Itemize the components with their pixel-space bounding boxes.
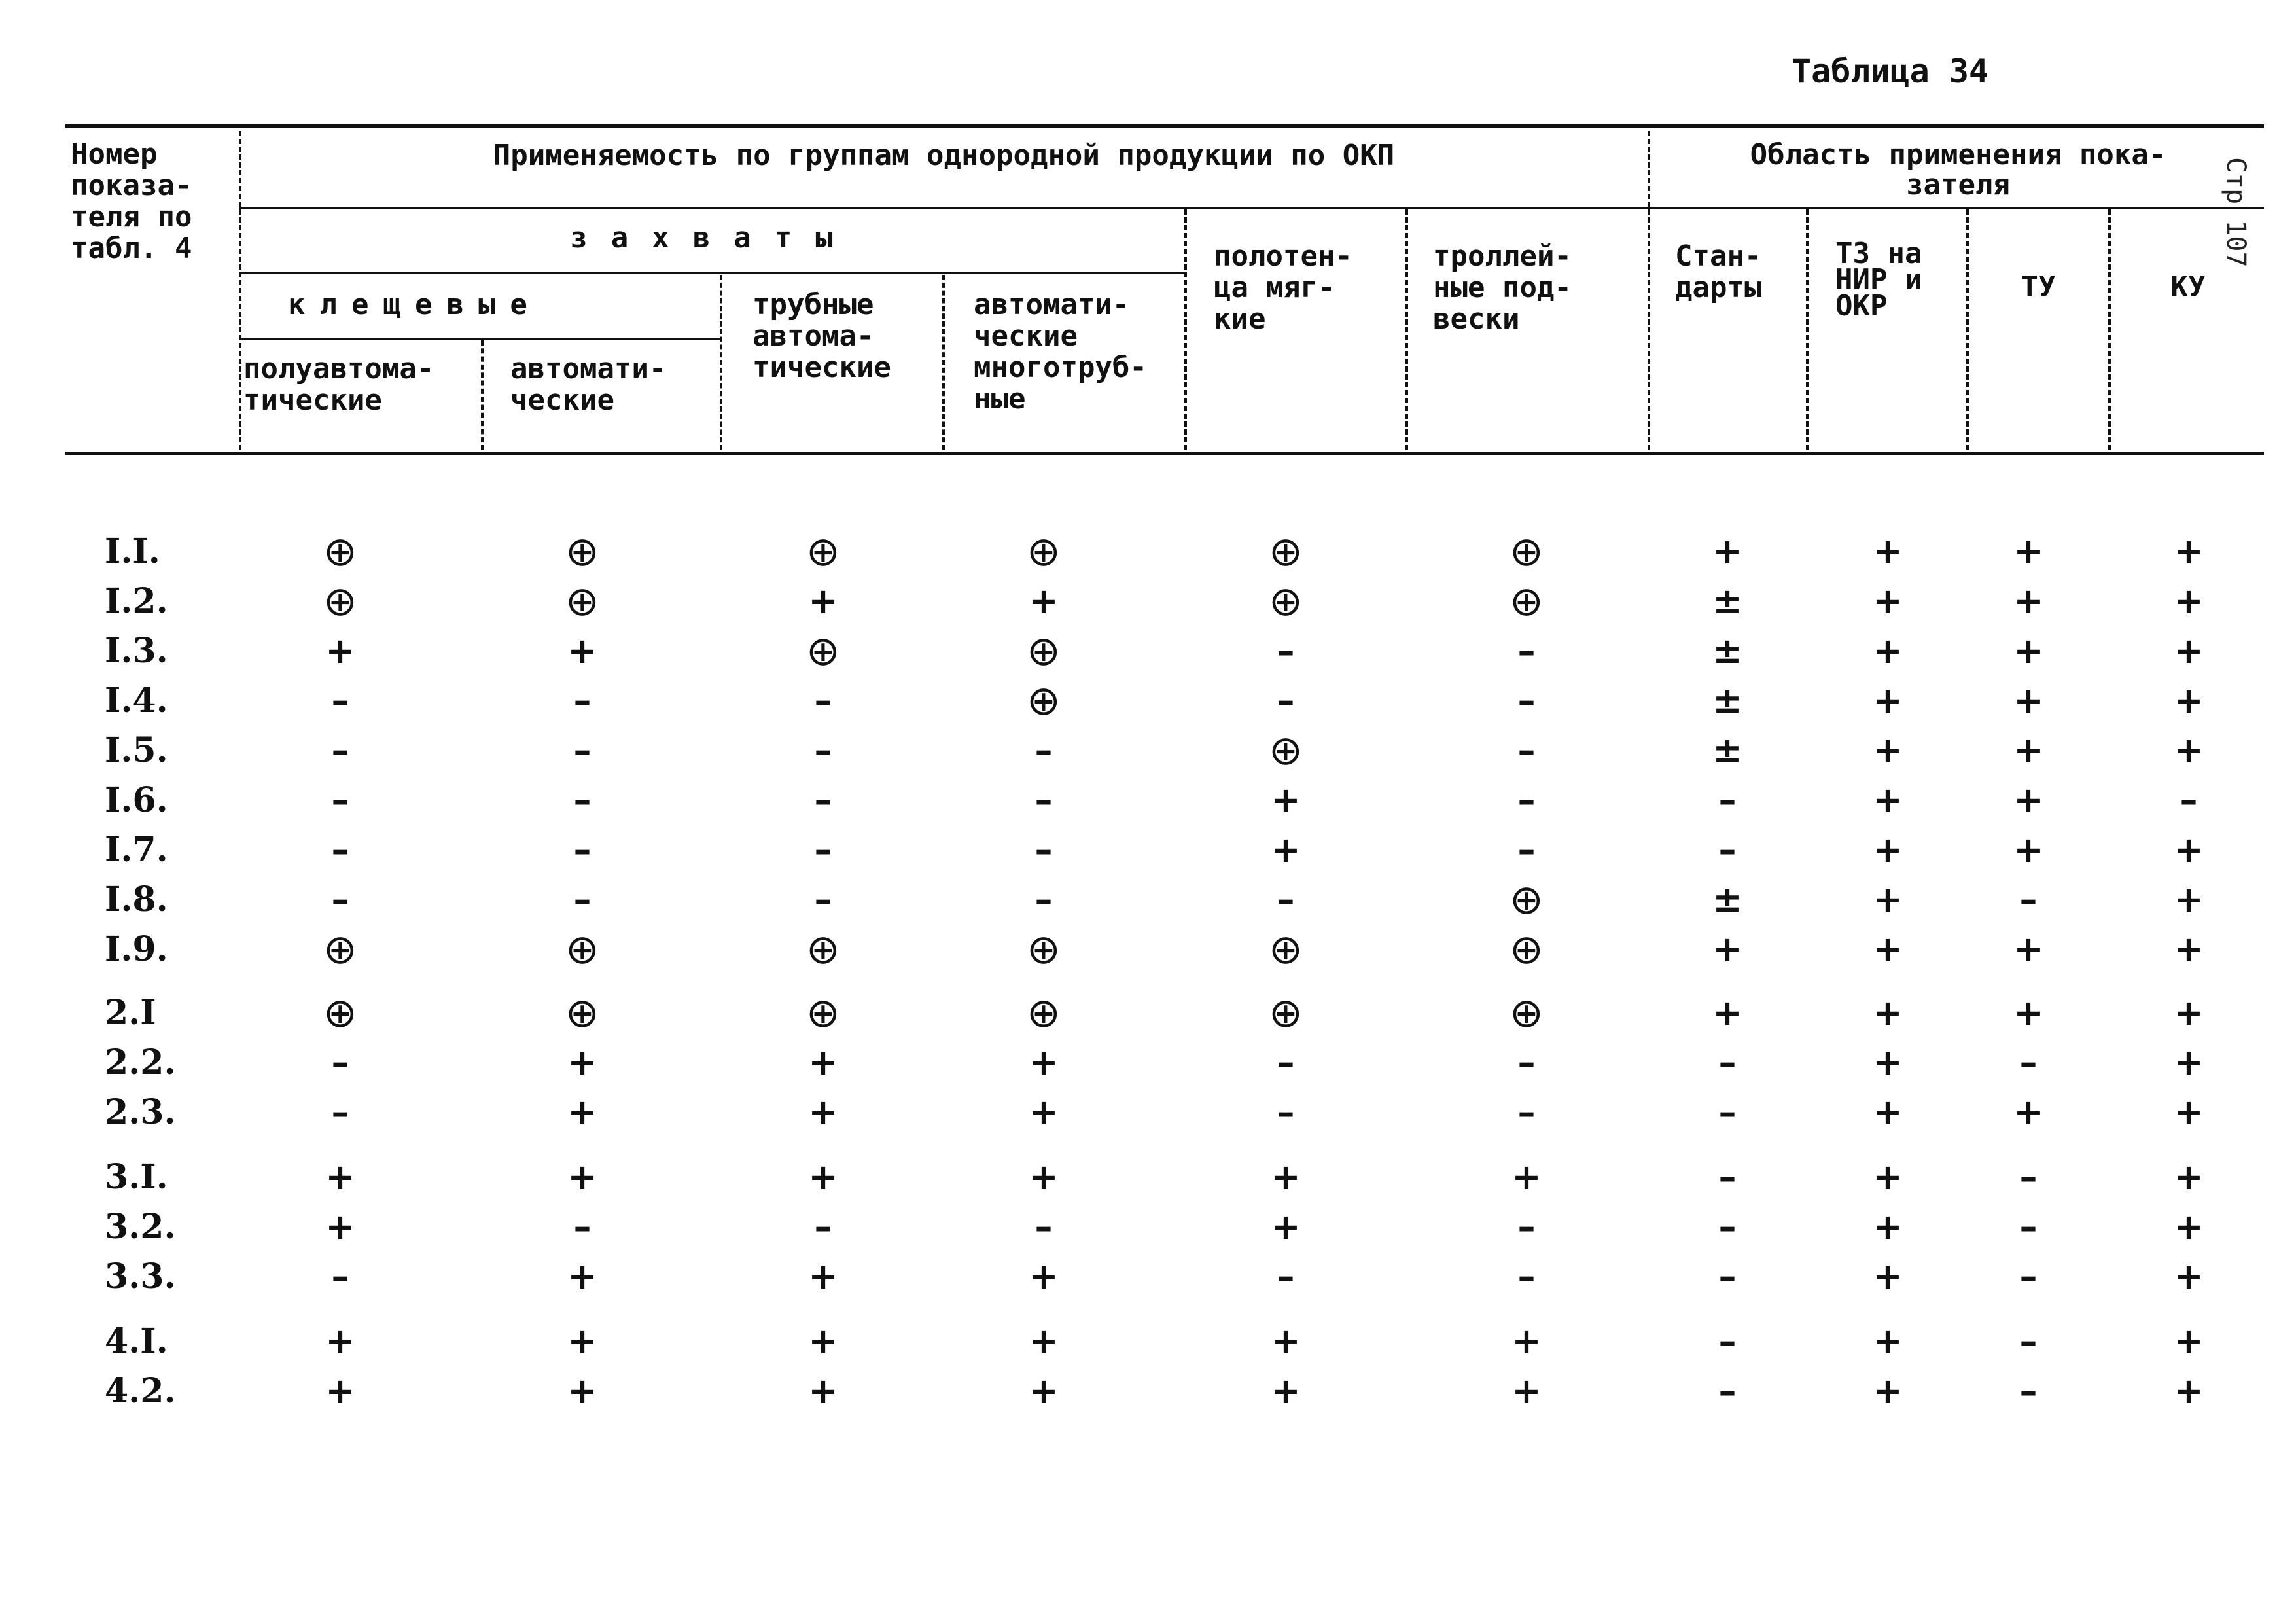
table-cell: – bbox=[1718, 1156, 1737, 1198]
table-cell: + bbox=[567, 1156, 597, 1198]
table-cell: – bbox=[1277, 879, 1295, 920]
separator-v-8 bbox=[1806, 209, 1809, 450]
table-cell: + bbox=[2174, 929, 2204, 970]
table-cell: + bbox=[1873, 1370, 1903, 1412]
header-tz-nir-okr: ТЗ на НИР и ОКР bbox=[1835, 237, 1922, 323]
table-cell: ± bbox=[1712, 879, 1742, 920]
table-cell: + bbox=[2013, 730, 2043, 771]
table-cell: – bbox=[1277, 630, 1295, 671]
table-cell: – bbox=[814, 730, 832, 771]
table-cell: – bbox=[331, 680, 349, 721]
table-cell: – bbox=[1718, 1321, 1737, 1362]
header-tu: ТУ bbox=[2021, 270, 2056, 304]
separator-v-2 bbox=[481, 340, 484, 450]
table-cell: – bbox=[814, 1206, 832, 1247]
table-cell: + bbox=[2013, 531, 2043, 572]
table-cell: + bbox=[567, 1256, 597, 1297]
table-cell: + bbox=[1271, 829, 1301, 870]
table-cell: – bbox=[1718, 779, 1737, 821]
table-cell: + bbox=[1873, 580, 1903, 622]
table-cell: – bbox=[331, 1042, 349, 1083]
table-cell: + bbox=[1873, 992, 1903, 1033]
separator-v-6 bbox=[1405, 209, 1408, 450]
table-cell: + bbox=[1271, 779, 1301, 821]
table-cell: – bbox=[331, 730, 349, 771]
table-cell: + bbox=[808, 1370, 838, 1412]
table-cell: ± bbox=[1712, 730, 1742, 771]
table-cell: + bbox=[2013, 992, 2043, 1033]
separator-v-10 bbox=[2108, 209, 2111, 450]
table-cell: + bbox=[2174, 992, 2204, 1033]
table-cell: + bbox=[567, 1092, 597, 1133]
row-label: 3.I. bbox=[105, 1157, 168, 1197]
table-cell: – bbox=[1517, 779, 1536, 821]
table-cell: – bbox=[1034, 829, 1053, 870]
table-cell: – bbox=[1718, 1370, 1737, 1412]
row-label: 2.3. bbox=[105, 1092, 176, 1132]
row-label: 2.I bbox=[105, 993, 156, 1033]
row-label: 4.2. bbox=[105, 1371, 176, 1411]
table-cell: – bbox=[331, 829, 349, 870]
row-label: 4.I. bbox=[105, 1321, 168, 1361]
table-cell: – bbox=[1718, 1092, 1737, 1133]
table-cell: + bbox=[1271, 1321, 1301, 1362]
table-cell: + bbox=[325, 1206, 355, 1247]
row-label: I.3. bbox=[105, 631, 168, 671]
table-cell: + bbox=[1873, 1042, 1903, 1083]
table-cell: – bbox=[331, 1092, 349, 1133]
table-cell: ⊕ bbox=[1510, 989, 1544, 1037]
table-cell: – bbox=[1718, 1256, 1737, 1297]
table-cell: + bbox=[1029, 1156, 1059, 1198]
table-cell: + bbox=[2174, 1042, 2204, 1083]
table-cell: ± bbox=[1712, 680, 1742, 721]
table-label: Таблица 34 bbox=[1792, 52, 1989, 90]
page-number: Стр 107 bbox=[2221, 157, 2251, 268]
table-cell: ⊕ bbox=[1269, 925, 1303, 973]
table-cell: ⊕ bbox=[1510, 876, 1544, 923]
table-cell: + bbox=[1873, 929, 1903, 970]
row-label: 3.2. bbox=[105, 1207, 176, 1247]
table-cell: + bbox=[808, 1092, 838, 1133]
table-cell: + bbox=[567, 630, 597, 671]
table-cell: + bbox=[1873, 879, 1903, 920]
table-cell: ⊕ bbox=[1510, 925, 1544, 973]
table-cell: + bbox=[1873, 1156, 1903, 1198]
table-cell: – bbox=[1517, 1092, 1536, 1133]
table-cell: ⊕ bbox=[1510, 527, 1544, 575]
table-cell: + bbox=[1271, 1206, 1301, 1247]
table-cell: + bbox=[1271, 1370, 1301, 1412]
table-cell: + bbox=[1873, 680, 1903, 721]
header-automatic-multipipe: автомати- ческие многотруб- ные bbox=[974, 288, 1147, 416]
table-cell: – bbox=[1718, 1042, 1737, 1083]
header-indicator-number: Номер показа- теля по табл. 4 bbox=[71, 137, 192, 265]
table-cell: + bbox=[2013, 1092, 2043, 1133]
table-cell: + bbox=[808, 580, 838, 622]
table-cell: – bbox=[1277, 1042, 1295, 1083]
table-cell: + bbox=[2174, 1092, 2204, 1133]
table-cell: + bbox=[1873, 1321, 1903, 1362]
table-cell: – bbox=[331, 1256, 349, 1297]
table-cell: – bbox=[2019, 879, 2038, 920]
table-cell: + bbox=[2174, 1370, 2204, 1412]
table-cell: + bbox=[1712, 992, 1742, 1033]
row-label: I.9. bbox=[105, 929, 168, 969]
table-cell: + bbox=[808, 1256, 838, 1297]
table-cell: – bbox=[1277, 1256, 1295, 1297]
table-cell: – bbox=[1034, 779, 1053, 821]
table-cell: ⊕ bbox=[806, 989, 840, 1037]
table-cell: ⊕ bbox=[565, 989, 599, 1037]
header-standards: Стан- дарты bbox=[1675, 240, 1762, 304]
table-cell: + bbox=[2013, 580, 2043, 622]
table-cell: + bbox=[2013, 829, 2043, 870]
table-cell: ⊕ bbox=[1269, 577, 1303, 625]
table-cell: + bbox=[2174, 730, 2204, 771]
table-cell: + bbox=[1873, 779, 1903, 821]
table-cell: ⊕ bbox=[806, 925, 840, 973]
table-cell: + bbox=[808, 1156, 838, 1198]
table-cell: – bbox=[1034, 879, 1053, 920]
table-cell: – bbox=[1517, 1256, 1536, 1297]
table-cell: + bbox=[1511, 1156, 1542, 1198]
row-label: 2.2. bbox=[105, 1043, 176, 1082]
table-cell: ⊕ bbox=[1027, 925, 1061, 973]
table-cell: + bbox=[2013, 680, 2043, 721]
separator-v-7 bbox=[1648, 131, 1650, 450]
table-cell: – bbox=[1517, 630, 1536, 671]
row-label: I.8. bbox=[105, 880, 168, 919]
table-cell: + bbox=[1029, 580, 1059, 622]
table-cell: – bbox=[814, 829, 832, 870]
header-rule-1 bbox=[239, 207, 2264, 209]
table-cell: – bbox=[1517, 1206, 1536, 1247]
table-cell: + bbox=[808, 1321, 838, 1362]
table-cell: – bbox=[1517, 680, 1536, 721]
table-cell: ⊕ bbox=[1269, 989, 1303, 1037]
table-cell: ⊕ bbox=[806, 627, 840, 675]
table-cell: + bbox=[1712, 929, 1742, 970]
table-cell: + bbox=[2174, 680, 2204, 721]
header-bottom-rule bbox=[65, 452, 2264, 455]
table-cell: + bbox=[325, 1321, 355, 1362]
table-cell: + bbox=[567, 1370, 597, 1412]
table-cell: + bbox=[2174, 879, 2204, 920]
header-trolley-suspensions: троллей- ные под- вески bbox=[1433, 240, 1572, 336]
table-cell: + bbox=[1511, 1370, 1542, 1412]
table-cell: ⊕ bbox=[1269, 527, 1303, 575]
table-cell: – bbox=[2019, 1256, 2038, 1297]
header-group-applicability: Применяемость по группам однородной продукции по ОКП bbox=[493, 139, 1395, 172]
table-cell: ⊕ bbox=[1269, 726, 1303, 774]
table-cell: – bbox=[1034, 1206, 1053, 1247]
table-cell: ⊕ bbox=[565, 577, 599, 625]
separator-v-4 bbox=[942, 275, 945, 450]
table-cell: ⊕ bbox=[1027, 627, 1061, 675]
table-cell: – bbox=[2019, 1370, 2038, 1412]
header-ku: КУ bbox=[2170, 270, 2206, 304]
table-cell: ⊕ bbox=[1027, 677, 1061, 724]
table-cell: – bbox=[814, 680, 832, 721]
table-cell: + bbox=[1271, 1156, 1301, 1198]
table-cell: ⊕ bbox=[1027, 989, 1061, 1037]
header-pipe-automatic: трубные автома- тические bbox=[752, 288, 891, 384]
table-cell: + bbox=[1873, 1206, 1903, 1247]
table-cell: – bbox=[2019, 1156, 2038, 1198]
separator-v-1 bbox=[239, 131, 241, 450]
table-cell: – bbox=[2019, 1206, 2038, 1247]
table-cell: – bbox=[2019, 1321, 2038, 1362]
table-cell: + bbox=[2174, 531, 2204, 572]
table-cell: – bbox=[573, 779, 592, 821]
table-cell: + bbox=[1029, 1370, 1059, 1412]
header-automatic: автомати- ческие bbox=[510, 352, 667, 417]
table-cell: + bbox=[1873, 829, 1903, 870]
table-cell: – bbox=[573, 680, 592, 721]
table-cell: + bbox=[1873, 1092, 1903, 1133]
table-cell: ± bbox=[1712, 630, 1742, 671]
header-rule-grippers bbox=[239, 272, 1184, 274]
table-cell: – bbox=[1718, 829, 1737, 870]
table-cell: – bbox=[1034, 730, 1053, 771]
table-cell: + bbox=[1873, 730, 1903, 771]
header-soft-towels: полотен- ца мяг- кие bbox=[1214, 240, 1352, 336]
table-cell: + bbox=[2174, 1206, 2204, 1247]
table-cell: + bbox=[2174, 1256, 2204, 1297]
table-cell: + bbox=[1029, 1042, 1059, 1083]
table-cell: + bbox=[1873, 630, 1903, 671]
row-label: I.4. bbox=[105, 681, 168, 721]
table-cell: + bbox=[1029, 1092, 1059, 1133]
header-grippers: захваты bbox=[570, 221, 857, 255]
table-cell: – bbox=[573, 1206, 592, 1247]
table-cell: + bbox=[1511, 1321, 1542, 1362]
table-cell: + bbox=[325, 1370, 355, 1412]
table-cell: – bbox=[2180, 779, 2198, 821]
table-cell: – bbox=[1277, 1092, 1295, 1133]
table-cell: + bbox=[1873, 1256, 1903, 1297]
table-cell: + bbox=[1029, 1321, 1059, 1362]
row-label: I.I. bbox=[105, 531, 160, 571]
table-cell: + bbox=[2013, 929, 2043, 970]
table-cell: + bbox=[2013, 630, 2043, 671]
separator-v-9 bbox=[1966, 209, 1969, 450]
table-top-rule bbox=[65, 124, 2264, 128]
row-label: I.6. bbox=[105, 780, 168, 820]
table-cell: – bbox=[1517, 829, 1536, 870]
table-cell: + bbox=[2174, 1156, 2204, 1198]
table-cell: + bbox=[325, 1156, 355, 1198]
row-label: I.7. bbox=[105, 830, 168, 870]
table-cell: – bbox=[1277, 680, 1295, 721]
table-cell: – bbox=[331, 779, 349, 821]
header-semi-automatic: полуавтома- тические bbox=[243, 352, 434, 417]
table-cell: + bbox=[2174, 630, 2204, 671]
table-cell: – bbox=[814, 879, 832, 920]
table-cell: + bbox=[567, 1321, 597, 1362]
table-cell: – bbox=[573, 829, 592, 870]
table-cell: – bbox=[814, 779, 832, 821]
table-cell: + bbox=[325, 630, 355, 671]
table-cell: ⊕ bbox=[323, 925, 357, 973]
table-cell: – bbox=[573, 730, 592, 771]
row-label: 3.3. bbox=[105, 1257, 176, 1296]
table-cell: – bbox=[573, 879, 592, 920]
table-cell: + bbox=[2013, 779, 2043, 821]
table-cell: ⊕ bbox=[565, 925, 599, 973]
table-cell: + bbox=[2174, 829, 2204, 870]
table-cell: ⊕ bbox=[323, 527, 357, 575]
row-label: I.2. bbox=[105, 581, 168, 621]
table-cell: + bbox=[808, 1042, 838, 1083]
header-tong: клещевые bbox=[288, 288, 542, 321]
table-cell: ⊕ bbox=[323, 989, 357, 1037]
table-cell: ⊕ bbox=[565, 527, 599, 575]
table-cell: ⊕ bbox=[1027, 527, 1061, 575]
table-cell: – bbox=[331, 879, 349, 920]
table-cell: + bbox=[1873, 531, 1903, 572]
separator-v-3 bbox=[720, 275, 722, 450]
table-cell: ± bbox=[1712, 580, 1742, 622]
table-cell: – bbox=[1517, 1042, 1536, 1083]
separator-v-5 bbox=[1184, 209, 1187, 450]
table-cell: – bbox=[1517, 730, 1536, 771]
table-cell: + bbox=[2174, 580, 2204, 622]
header-area-of-application: Область применения пока- зателя bbox=[1750, 138, 2166, 202]
table-cell: ⊕ bbox=[806, 527, 840, 575]
header-rule-tong bbox=[239, 338, 720, 340]
row-label: I.5. bbox=[105, 730, 168, 770]
table-cell: + bbox=[1029, 1256, 1059, 1297]
table-cell: + bbox=[567, 1042, 597, 1083]
table-cell: + bbox=[2174, 1321, 2204, 1362]
table-cell: – bbox=[2019, 1042, 2038, 1083]
table-cell: ⊕ bbox=[323, 577, 357, 625]
table-cell: ⊕ bbox=[1510, 577, 1544, 625]
table-cell: – bbox=[1718, 1206, 1737, 1247]
table-cell: + bbox=[1712, 531, 1742, 572]
